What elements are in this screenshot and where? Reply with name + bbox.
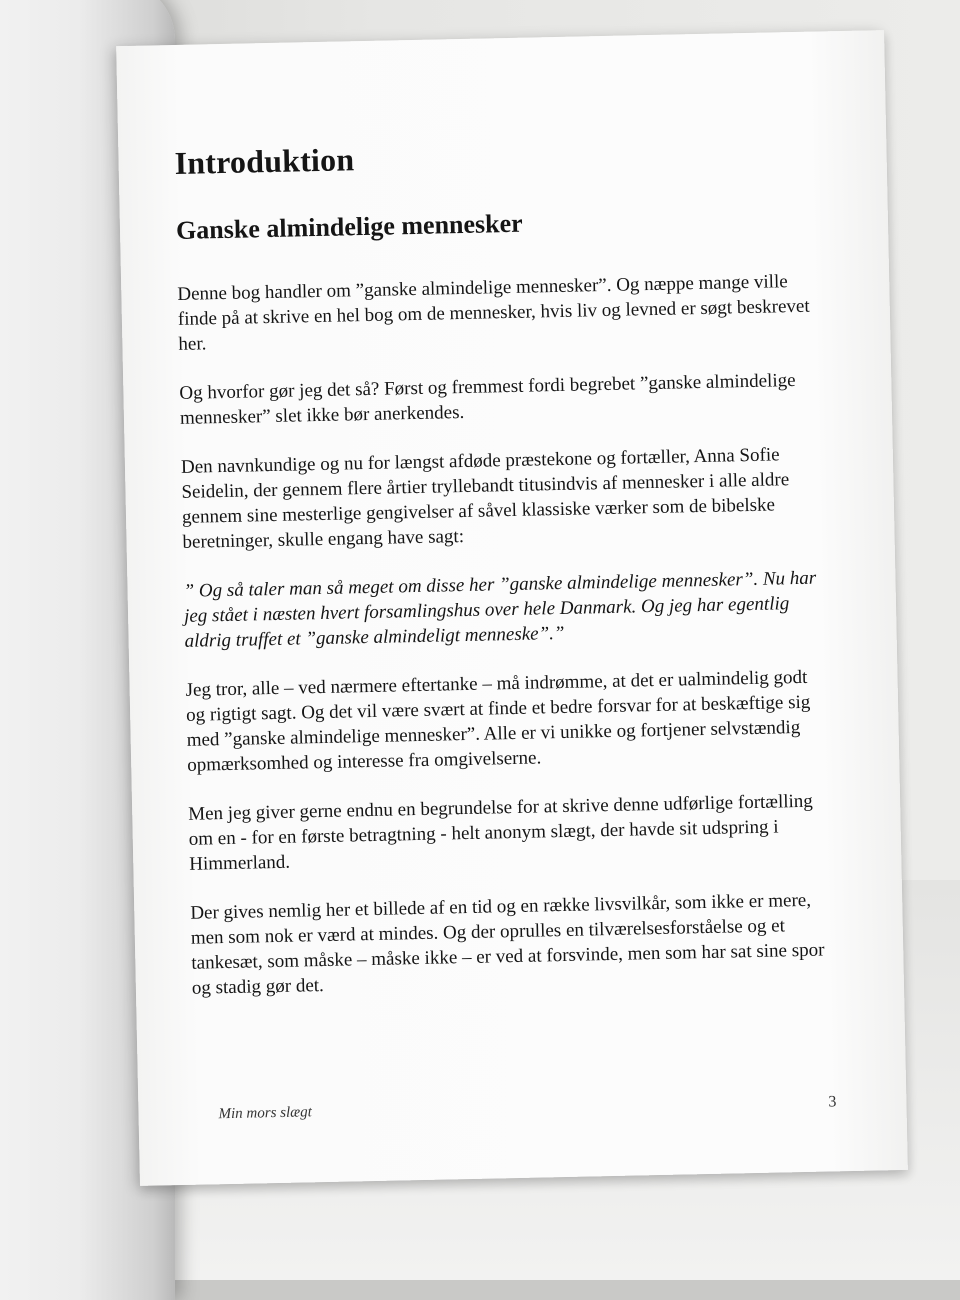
paragraph-reason: Men jeg giver gerne endnu en begrundelse for at skrive denne udførlige fortælling om en - for en første betragtning - helt anonym slægt, der havde sit udspring i Himmerland. (188, 790, 814, 875)
page-content (174, 132, 832, 1025)
quote-paragraph: ” Og så taler man så meget om disse her ”ganske almindelige mennesker”. Nu har jeg stået i næsten hvert forsamlingshus over hele Danmark. Og jeg har egentlig aldrig truffet et ”ganske almindeligt menneske”.” (183, 567, 817, 652)
page-number: 3 (828, 1093, 837, 1111)
section-title: Ganske almindelige mennesker (175, 208, 523, 245)
paragraph-why: Og hvorfor gør jeg det så? Først og fremmest fordi begrebet ”ganske almindelige mennesker” slet ikke bør anerkendes. (179, 370, 796, 429)
paragraph-picture: Der gives nemlig her et billede af en tid og en række livsvilkår, som ikke er mere, men som nok er værd at mindes. Og der oprulles en tilværelsesforståelse og et tankesæt, som måske – måske ikke – er ved at forsvinde, men som har sat sine spor og stadig gør det. (190, 889, 825, 999)
book-page (116, 30, 908, 1186)
chapter-title: Introduktion (174, 141, 355, 181)
paragraph-agree: Jeg tror, alle – ved nærmere eftertanke – må indrømme, at det er ualmindelig godt og rigtigt sagt. Og det vil være svært at finde et bedre forsvar for at beskæftige sig med ”ganske almindelige mennesker”. Alle er vi unikke og fortjener selvstændig opmærksomhed og interesse fra omgivelserne. (185, 666, 811, 776)
paragraph-seidelin: Den navnkundige og nu for længst afdøde præstekone og fortæller, Anna Sofie Seidelin, der gennem flere årtier tryllebandt titusindvis af mennesker i alle aldre gennem sine mesterlige gengivelser af såvel klassiske værker som de bibelske beretninger, skulle engang have sagt: (180, 444, 790, 553)
paragraph-intro: Denne bog handler om ”ganske almindelige mennesker”. Og næppe mange ville finde på at skrive en hel bog om de mennesker, hvis liv og levned er søgt beskrevet her. (177, 271, 810, 355)
footer-book-title: Min mors slægt (218, 1104, 313, 1123)
